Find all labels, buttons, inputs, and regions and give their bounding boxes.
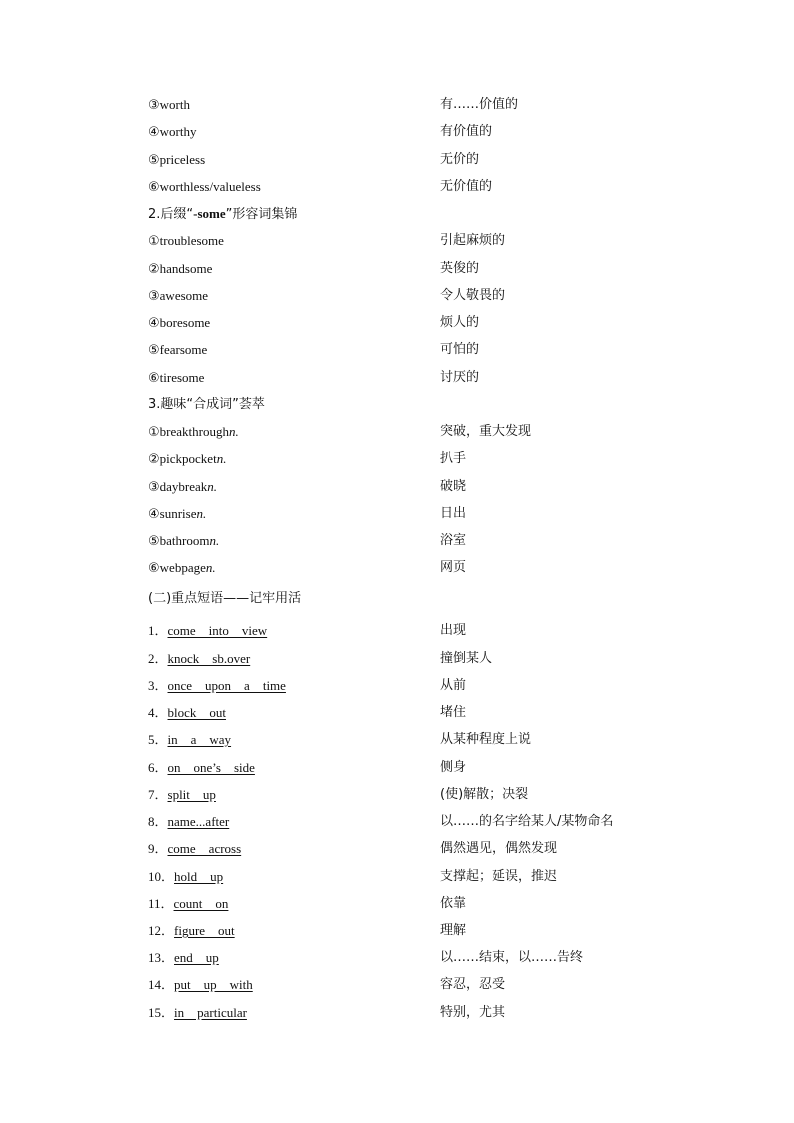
phrase-meaning: 支撑起；延误，推迟 (440, 869, 558, 884)
word-entry (148, 476, 217, 499)
word-meaning: 烦人的 (440, 315, 480, 330)
heading-prefix: 2.后缀“ (148, 207, 194, 222)
phrase-text: end up (174, 950, 219, 965)
phrase-entry (148, 784, 216, 806)
word-entry (148, 448, 226, 471)
word-entry (148, 121, 197, 144)
phrase-entry (148, 811, 229, 833)
phrase-entry (148, 893, 228, 915)
word-entry (148, 312, 210, 335)
word-row (148, 176, 708, 198)
phrase-meaning: (使)解散；决裂 (440, 787, 529, 802)
word: boresome (159, 315, 211, 330)
word-meaning: 无价值的 (440, 179, 493, 194)
word-meaning: 突破，重大发现 (440, 424, 532, 439)
item-marker: ③ (148, 289, 160, 304)
phrase-number: 5． (148, 732, 168, 747)
part-of-speech: n. (228, 424, 239, 439)
phrase-number: 7． (148, 787, 168, 802)
phrase-meaning: 容忍，忍受 (440, 977, 506, 992)
word-row (148, 285, 708, 307)
part-of-speech: n. (205, 560, 216, 575)
phrase-meaning: 堵住 (440, 705, 467, 720)
section-heading-suffix-some (148, 203, 297, 226)
word-meaning: 扒手 (440, 451, 467, 466)
phrase-text: in a way (167, 732, 232, 747)
section-heading-compound-words: 3.趣味“合成词”荟萃 (148, 397, 265, 412)
word-row (148, 121, 708, 143)
word-row (148, 557, 708, 579)
phrase-number: 15． (148, 1005, 175, 1020)
word-entry (148, 149, 205, 172)
phrase-number: 6． (148, 760, 168, 775)
word-meaning: 英俊的 (440, 261, 480, 276)
phrase-row (148, 920, 708, 942)
word-entry (148, 367, 204, 390)
word-entry (148, 176, 261, 199)
word: bathroom (159, 533, 210, 548)
word-meaning: 令人敬畏的 (440, 288, 506, 303)
phrase-row (148, 974, 708, 996)
phrase-number: 13． (148, 950, 175, 965)
phrase-entry (148, 947, 219, 969)
word-row (148, 448, 708, 470)
phrase-entry (148, 974, 253, 996)
word-meaning: 无价的 (440, 152, 480, 167)
word-meaning: 可怕的 (440, 342, 480, 357)
item-marker: ⑤ (148, 343, 160, 358)
phrase-text: block out (167, 705, 227, 720)
item-marker: ② (148, 452, 160, 467)
phrase-row (148, 757, 708, 779)
heading-bold: -some (193, 206, 226, 221)
word: awesome (159, 288, 209, 303)
phrase-meaning: 特别，尤其 (440, 1005, 506, 1020)
phrase-text: split up (167, 787, 216, 802)
phrase-entry (148, 729, 231, 751)
word: worthless/valueless (159, 179, 261, 194)
word-entry (148, 421, 239, 444)
phrase-entry (148, 838, 241, 860)
phrase-number: 3． (148, 678, 168, 693)
phrase-entry (148, 1002, 247, 1024)
phrase-number: 11． (148, 896, 174, 911)
phrase-meaning: 侧身 (440, 760, 467, 775)
phrase-row (148, 866, 708, 888)
word-entry (148, 258, 212, 281)
phrase-text: count on (173, 896, 229, 911)
word: pickpocket (159, 451, 217, 466)
word-row (148, 503, 708, 525)
phrase-row (148, 784, 708, 806)
word-entry (148, 230, 224, 253)
phrase-number: 2． (148, 651, 168, 666)
word-entry (148, 285, 208, 308)
phrase-meaning: 撞倒某人 (440, 651, 493, 666)
word: handsome (159, 261, 213, 276)
item-marker: ⑥ (148, 371, 160, 386)
word-meaning: 浴室 (440, 533, 467, 548)
word-row (148, 339, 708, 361)
phrase-meaning: 理解 (440, 923, 467, 938)
item-marker: ⑤ (148, 534, 160, 549)
phrase-number: 8． (148, 814, 168, 829)
item-marker: ① (148, 234, 160, 249)
phrase-entry (148, 675, 286, 697)
word-row (148, 312, 708, 334)
phrase-row (148, 675, 708, 697)
word-meaning: 有……价值的 (440, 97, 519, 112)
word-meaning: 引起麻烦的 (440, 233, 506, 248)
phrase-row (148, 620, 708, 642)
item-marker: ④ (148, 316, 160, 331)
part-of-speech: n. (209, 533, 220, 548)
phrase-row (148, 838, 708, 860)
word: webpage (159, 560, 206, 575)
item-marker: ② (148, 262, 160, 277)
word: tiresome (159, 370, 205, 385)
phrase-text: come across (167, 841, 242, 856)
phrase-number: 9． (148, 841, 168, 856)
heading-suffix: ”形容词集锦 (225, 207, 298, 222)
phrase-text: come into view (167, 623, 268, 638)
phrase-row (148, 702, 708, 724)
phrase-meaning: 从某种程度上说 (440, 732, 532, 747)
phrase-text: put up with (174, 977, 253, 992)
phrase-meaning: 以……的名字给某人/某物命名 (440, 814, 614, 829)
item-marker: ④ (148, 125, 160, 140)
word-meaning: 破晓 (440, 479, 467, 494)
word-row (148, 149, 708, 171)
phrase-row (148, 811, 708, 833)
word-entry (148, 530, 219, 553)
word: breakthrough (159, 424, 229, 439)
phrase-meaning: 依靠 (440, 896, 467, 911)
item-marker: ④ (148, 507, 160, 522)
phrase-text: once upon a time (167, 678, 286, 693)
word-meaning: 讨厌的 (440, 370, 480, 385)
phrase-text: name...after (167, 814, 230, 829)
phrase-entry (148, 702, 226, 724)
word-row (148, 476, 708, 498)
part-of-speech: n. (196, 506, 207, 521)
word: worth (159, 97, 190, 112)
phrase-number: 1． (148, 623, 168, 638)
item-marker: ③ (148, 98, 160, 113)
phrase-text: figure out (174, 923, 235, 938)
word-row (148, 367, 708, 389)
phrase-number: 12． (148, 923, 175, 938)
phrase-number: 10． (148, 869, 175, 884)
phrase-entry (148, 648, 250, 670)
phrase-row (148, 729, 708, 751)
phrase-row (148, 947, 708, 969)
phrase-number: 14． (148, 977, 175, 992)
word-row (148, 230, 708, 252)
word-entry (148, 339, 207, 362)
phrase-entry (148, 757, 255, 779)
word: worthy (159, 124, 197, 139)
word-entry (148, 557, 216, 580)
part-of-speech: n. (216, 451, 227, 466)
phrase-row (148, 1002, 708, 1024)
word: priceless (159, 152, 206, 167)
item-marker: ③ (148, 480, 160, 495)
phrase-number: 4． (148, 705, 168, 720)
word-row (148, 530, 708, 552)
item-marker: ① (148, 425, 160, 440)
item-marker: ⑤ (148, 153, 160, 168)
word-row (148, 421, 708, 443)
word: fearsome (159, 342, 208, 357)
phrase-text: on one’s side (167, 760, 255, 775)
phrase-entry (148, 620, 267, 642)
word-entry (148, 503, 206, 526)
word: troublesome (159, 233, 224, 248)
phrase-meaning: 从前 (440, 678, 467, 693)
phrase-entry (148, 920, 235, 942)
phrase-text: knock sb.over (167, 651, 251, 666)
word: sunrise (159, 506, 197, 521)
word-meaning: 网页 (440, 560, 467, 575)
word-entry (148, 94, 190, 117)
word-meaning: 有价值的 (440, 124, 493, 139)
section-heading-key-phrases: (二)重点短语——记牢用活 (148, 591, 302, 606)
phrase-row (148, 648, 708, 670)
word-row (148, 94, 708, 116)
phrase-meaning: 偶然遇见，偶然发现 (440, 841, 558, 856)
phrase-text: in particular (174, 1005, 247, 1020)
word: daybreak (159, 479, 208, 494)
word-row (148, 258, 708, 280)
item-marker: ⑥ (148, 561, 160, 576)
part-of-speech: n. (207, 479, 218, 494)
phrase-row (148, 893, 708, 915)
word-meaning: 日出 (440, 506, 467, 521)
item-marker: ⑥ (148, 180, 160, 195)
phrase-text: hold up (174, 869, 224, 884)
phrase-meaning: 出现 (440, 623, 467, 638)
phrase-entry (148, 866, 223, 888)
phrase-meaning: 以……结束，以……告终 (440, 950, 584, 965)
